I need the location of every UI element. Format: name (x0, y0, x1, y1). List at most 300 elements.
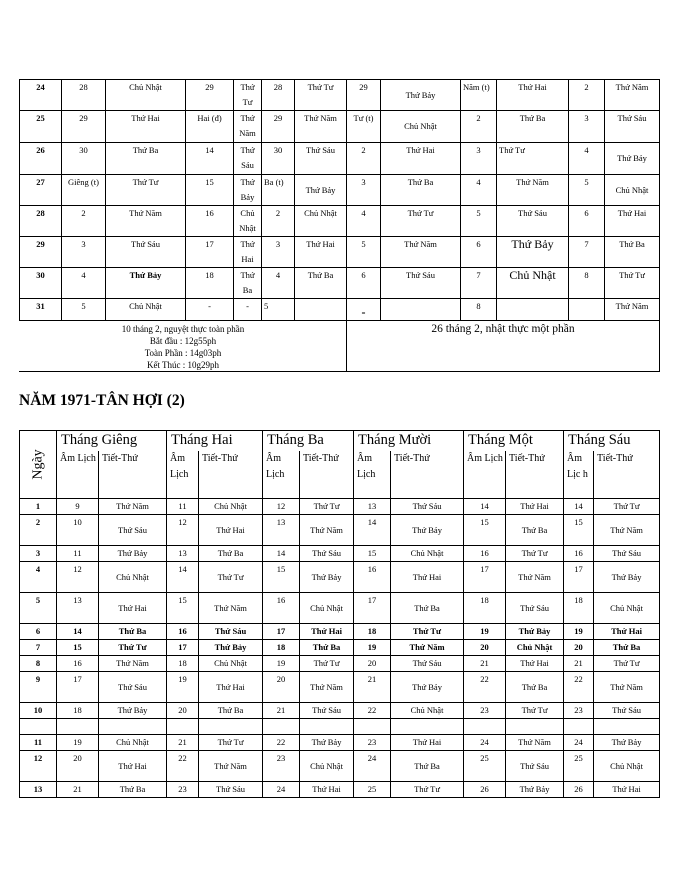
lunar-cell: 8 (569, 268, 605, 299)
weekday-cell: Chủ Nhật (106, 80, 186, 111)
lunar-cell: 2 (262, 206, 295, 237)
table-row (20, 515, 660, 546)
lunar-cell: 21 (354, 672, 391, 703)
month-header: Tháng Sáu (564, 431, 660, 451)
lunar-cell: 24 (464, 735, 506, 751)
lunar-header: Âm Lịch (263, 451, 300, 499)
table-row (20, 703, 660, 719)
table-row (20, 237, 660, 268)
lunar-cell: 12 (57, 562, 99, 593)
table-row (20, 299, 660, 321)
weekday-cell: Thứ Năm (234, 111, 262, 143)
ngay-label: Ngày (30, 448, 46, 480)
weekday-cell: Thứ Năm (391, 640, 464, 656)
weekday-cell: Thứ Bảy (605, 143, 660, 175)
day-cell: 11 (20, 735, 57, 751)
lunar-cell: 5 (62, 299, 106, 321)
lunar-cell: 5 (569, 175, 605, 206)
lunar-cell: 30 (62, 143, 106, 175)
lunar-cell: 24 (564, 735, 594, 751)
weekday-cell: Thứ Tư (497, 143, 569, 175)
lunar-cell: 4 (262, 268, 295, 299)
lunar-cell: 19 (263, 656, 300, 672)
lunar-cell: 15 (57, 640, 99, 656)
weekday-cell: Thứ Hai (391, 735, 464, 751)
weekday-cell: Thứ Tư (300, 499, 354, 515)
weekday-cell: Thứ Sáu (199, 782, 263, 798)
lunar-cell: 2 (347, 143, 381, 175)
weekday-header: Tiết-Thứ (594, 451, 660, 499)
weekday-cell: Thứ Sáu (199, 624, 263, 640)
weekday-cell: Thứ Sáu (106, 237, 186, 268)
lunar-cell (167, 719, 199, 735)
lunar-cell: 20 (167, 703, 199, 719)
lunar-cell: 29 (186, 80, 234, 111)
weekday-cell: Thứ Năm (295, 111, 347, 143)
weekday-cell: Thứ Ba (99, 782, 167, 798)
weekday-cell: Thứ Bảy (594, 562, 660, 593)
weekday-cell: Thứ Bảy (99, 546, 167, 562)
lunar-cell: 22 (263, 735, 300, 751)
weekday-cell: Thứ Năm (199, 593, 263, 624)
weekday-cell: Thứ Hai (300, 624, 354, 640)
lunar-cell: 9 (57, 499, 99, 515)
lunar-cell: 21 (564, 656, 594, 672)
weekday-cell: Thứ Năm (605, 80, 660, 111)
weekday-cell: Thứ Tư (99, 640, 167, 656)
lunar-cell: 8 (461, 299, 497, 321)
lunar-cell: 29 (262, 111, 295, 143)
lunar-cell: 14 (263, 546, 300, 562)
lunar-cell: 25 (464, 751, 506, 782)
weekday-cell: Thứ Bảy (506, 624, 564, 640)
lunar-cell: 7 (569, 237, 605, 268)
weekday-cell: Thứ Sáu (99, 672, 167, 703)
weekday-cell: Chủ Nhật (99, 562, 167, 593)
weekday-cell: Thứ Hai (605, 206, 660, 237)
month-header-row (20, 431, 660, 451)
weekday-cell: Thứ Năm (99, 499, 167, 515)
weekday-cell: Chủ Nhật (391, 546, 464, 562)
weekday-cell: Thứ Hai (497, 80, 569, 111)
lunar-cell (464, 719, 506, 735)
lunar-cell: 14 (354, 515, 391, 546)
day-cell: 1 (20, 499, 57, 515)
lunar-cell: 3 (461, 143, 497, 175)
lunar-cell: 16 (167, 624, 199, 640)
month-header: Tháng Một (464, 431, 564, 451)
weekday-cell: Thứ Tư (506, 546, 564, 562)
lunar-header: Âm Lịch (167, 451, 199, 499)
weekday-cell: Chủ Nhật (99, 735, 167, 751)
day-cell: 28 (20, 206, 62, 237)
lunar-cell: 26 (564, 782, 594, 798)
weekday-cell: Thứ Sáu (99, 515, 167, 546)
lunar-cell: 23 (464, 703, 506, 719)
day-cell: 9 (20, 672, 57, 703)
weekday-cell (295, 299, 347, 321)
lunar-cell: 13 (263, 515, 300, 546)
lunar-cell: Năm (t) (461, 80, 497, 111)
weekday-cell: Thứ Sáu (497, 206, 569, 237)
day-cell: 13 (20, 782, 57, 798)
lunar-cell: 28 (262, 80, 295, 111)
lunar-header: Âm Lịch (57, 451, 99, 499)
weekday-cell: Thứ Tư (199, 562, 263, 593)
lunar-cell: 4 (461, 175, 497, 206)
lunar-cell: 19 (464, 624, 506, 640)
lunar-cell: 13 (354, 499, 391, 515)
lunar-cell: 22 (354, 703, 391, 719)
weekday-cell: Thứ Năm (506, 562, 564, 593)
day-cell: 12 (20, 751, 57, 782)
weekday-cell: Thứ Bảy (295, 175, 347, 206)
weekday-cell: Thứ Năm (106, 206, 186, 237)
table2-body (20, 499, 660, 798)
lunar-cell: 17 (464, 562, 506, 593)
table-row (20, 719, 660, 735)
lunar-cell: 15 (354, 546, 391, 562)
lunar-cell: 21 (464, 656, 506, 672)
note-line: Bắt đầu : 12g55ph (149, 336, 217, 346)
weekday-cell: Thứ Ba (391, 593, 464, 624)
weekday-cell: Thứ Sáu (300, 546, 354, 562)
ngay-header (20, 431, 57, 499)
subheader-row (20, 451, 660, 499)
weekday-cell (99, 719, 167, 735)
weekday-cell: Thứ Bảy (300, 735, 354, 751)
weekday-cell: Thứ Năm (605, 299, 660, 321)
weekday-cell: Thứ Hai (106, 111, 186, 143)
table-row (20, 751, 660, 782)
lunar-cell: 17 (167, 640, 199, 656)
lunar-cell: 16 (464, 546, 506, 562)
table-row (20, 656, 660, 672)
weekday-cell: Chủ Nhật (199, 656, 263, 672)
weekday-cell: Thứ Hai (381, 143, 461, 175)
lunar-cell: 22 (564, 672, 594, 703)
lunar-cell: 4 (62, 268, 106, 299)
lunar-cell: 12 (167, 515, 199, 546)
weekday-cell: Thứ Năm (506, 735, 564, 751)
weekday-cell (506, 719, 564, 735)
weekday-cell (199, 719, 263, 735)
lunar-cell: 28 (62, 80, 106, 111)
table-row (20, 593, 660, 624)
lunar-cell: 22 (464, 672, 506, 703)
lunar-cell: 21 (263, 703, 300, 719)
weekday-cell: Thứ Hai (99, 593, 167, 624)
weekday-cell: Thứ Năm (497, 175, 569, 206)
lunar-cell: 16 (263, 593, 300, 624)
weekday-cell: Thứ Ba (391, 751, 464, 782)
lunar-header: Âm Lịch (464, 451, 506, 499)
lunar-cell: 19 (167, 672, 199, 703)
weekday-cell: Chủ Nhật (300, 593, 354, 624)
weekday-cell: Thứ Hai (295, 237, 347, 268)
weekday-cell: Thứ Tư (391, 782, 464, 798)
table1-body (20, 80, 660, 372)
lunar-cell: 5 (461, 206, 497, 237)
weekday-cell: Thứ Ba (594, 640, 660, 656)
weekday-cell: Thứ Hai (594, 624, 660, 640)
lunar-cell (263, 719, 300, 735)
table-row (20, 80, 660, 111)
weekday-cell: Chủ Nhật (199, 499, 263, 515)
table-row (20, 499, 660, 515)
weekday-cell: Thứ Ba (106, 143, 186, 175)
table-row (20, 268, 660, 299)
calendar-table-1970-continued (19, 79, 660, 372)
lunar-cell: 3 (262, 237, 295, 268)
lunar-cell: 16 (564, 546, 594, 562)
table-row (20, 640, 660, 656)
weekday-cell: Chủ Nhật (295, 206, 347, 237)
table-row (20, 735, 660, 751)
weekday-cell (381, 299, 461, 321)
lunar-cell: 17 (57, 672, 99, 703)
weekday-cell: Chủ Nhật (594, 593, 660, 624)
weekday-cell: Thứ Ba (234, 268, 262, 299)
weekday-cell: - (234, 299, 262, 321)
day-cell: 2 (20, 515, 57, 546)
weekday-cell: Thứ Bảy (199, 640, 263, 656)
weekday-cell: Thứ Hai (234, 237, 262, 268)
lunar-cell: 19 (354, 640, 391, 656)
lunar-cell: 17 (263, 624, 300, 640)
lunar-cell: 29 (347, 80, 381, 111)
lunar-cell: 24 (263, 782, 300, 798)
lunar-cell: 20 (464, 640, 506, 656)
weekday-cell: Thứ Bảy (99, 703, 167, 719)
lunar-cell: 13 (167, 546, 199, 562)
lunar-cell: 4 (569, 143, 605, 175)
lunar-cell: 23 (564, 703, 594, 719)
lunar-cell: 19 (57, 735, 99, 751)
weekday-cell: Thứ Bảy (391, 672, 464, 703)
lunar-cell: 23 (263, 751, 300, 782)
note-line: Toàn Phần : 14g03ph (144, 348, 222, 358)
weekday-cell: Thứ Sáu (506, 593, 564, 624)
weekday-cell: Thứ Tư (391, 624, 464, 640)
lunar-cell: 14 (167, 562, 199, 593)
lunar-header: Âm Lịch (354, 451, 391, 499)
weekday-cell: Thứ Sáu (594, 546, 660, 562)
weekday-cell: Thứ Sáu (594, 703, 660, 719)
lunar-cell: 12 (263, 499, 300, 515)
table-row (20, 782, 660, 798)
weekday-header: Tiết-Thứ (99, 451, 167, 499)
weekday-cell: Thứ Bảy (594, 735, 660, 751)
lunar-cell: 18 (57, 703, 99, 719)
lunar-cell: 18 (186, 268, 234, 299)
weekday-cell: Chủ Nhật (594, 751, 660, 782)
lunar-cell: 22 (167, 751, 199, 782)
day-cell: 4 (20, 562, 57, 593)
lunar-cell (569, 299, 605, 321)
weekday-cell: Thứ Ba (199, 546, 263, 562)
weekday-cell: Thứ Năm (99, 656, 167, 672)
day-cell: 30 (20, 268, 62, 299)
weekday-cell: Thứ Tư (234, 80, 262, 111)
weekday-cell: Thứ Ba (605, 237, 660, 268)
lunar-cell: 11 (57, 546, 99, 562)
weekday-cell: Chủ Nhật (497, 268, 569, 299)
note-line: 26 tháng 2, nhật thực một phần (431, 323, 575, 335)
lunar-cell: 18 (354, 624, 391, 640)
weekday-cell: Thứ Ba (506, 515, 564, 546)
weekday-cell: Thứ Hai (300, 782, 354, 798)
solar-eclipse-note (347, 321, 660, 372)
section-title: NĂM 1971-TÂN HỢI (2) (19, 392, 185, 409)
lunar-cell: 15 (464, 515, 506, 546)
lunar-cell: 6 (347, 268, 381, 299)
lunar-cell: 2 (569, 80, 605, 111)
table-row (20, 143, 660, 175)
lunar-cell: - (186, 299, 234, 321)
day-cell: 5 (20, 593, 57, 624)
weekday-header: Tiết-Thứ (506, 451, 564, 499)
lunar-cell: Tư (t) (347, 111, 381, 143)
day-cell: 31 (20, 299, 62, 321)
lunar-cell: 13 (57, 593, 99, 624)
weekday-header: Tiết-Thứ (300, 451, 354, 499)
table-row (20, 175, 660, 206)
lunar-cell: 7 (461, 268, 497, 299)
lunar-cell: 26 (464, 782, 506, 798)
weekday-cell: Chủ Nhật (300, 751, 354, 782)
lunar-cell (564, 719, 594, 735)
lunar-cell: 16 (354, 562, 391, 593)
weekday-cell: Thứ Năm (594, 515, 660, 546)
lunar-cell: 16 (57, 656, 99, 672)
lunar-cell: 18 (167, 656, 199, 672)
table-row (20, 206, 660, 237)
lunar-cell: 20 (564, 640, 594, 656)
lunar-cell: 18 (263, 640, 300, 656)
lunar-cell: 23 (167, 782, 199, 798)
weekday-cell: Thứ Hai (391, 562, 464, 593)
lunar-cell: 16 (186, 206, 234, 237)
lunar-cell: 23 (354, 735, 391, 751)
weekday-cell: Thứ Sáu (234, 143, 262, 175)
weekday-cell: Thứ Tư (106, 175, 186, 206)
lunar-cell: 25 (354, 782, 391, 798)
lunar-cell: 15 (263, 562, 300, 593)
weekday-cell: Thứ Hai (594, 782, 660, 798)
weekday-cell: Thứ Sáu (506, 751, 564, 782)
weekday-cell: Thứ Tư (594, 499, 660, 515)
lunar-cell: 10 (57, 515, 99, 546)
lunar-cell: Giêng (t) (62, 175, 106, 206)
day-cell: 8 (20, 656, 57, 672)
day-cell: 29 (20, 237, 62, 268)
weekday-cell: Thứ Ba (497, 111, 569, 143)
lunar-cell: 20 (263, 672, 300, 703)
weekday-header: Tiết-Thứ (199, 451, 263, 499)
weekday-cell: Thứ Năm (381, 237, 461, 268)
lunar-cell (354, 719, 391, 735)
lunar-cell: 20 (57, 751, 99, 782)
lunar-cell: 15 (167, 593, 199, 624)
weekday-cell: Thứ Năm (199, 751, 263, 782)
lunar-cell: 21 (57, 782, 99, 798)
lunar-cell: 2 (62, 206, 106, 237)
lunar-cell: 29 (62, 111, 106, 143)
lunar-cell: 18 (564, 593, 594, 624)
lunar-cell: 19 (564, 624, 594, 640)
weekday-cell: Thứ Ba (300, 640, 354, 656)
lunar-cell: 17 (186, 237, 234, 268)
weekday-cell: Thứ Bảy (234, 175, 262, 206)
lunar-cell: 17 (354, 593, 391, 624)
weekday-cell: Chủ Nhật (106, 299, 186, 321)
lunar-cell: 14 (57, 624, 99, 640)
lunar-cell: 11 (167, 499, 199, 515)
weekday-cell: Thứ Tư (199, 735, 263, 751)
lunar-cell: 15 (564, 515, 594, 546)
weekday-cell: Chủ Nhật (605, 175, 660, 206)
day-cell (20, 719, 57, 735)
lunar-cell: 30 (262, 143, 295, 175)
table-row (20, 546, 660, 562)
day-cell: 26 (20, 143, 62, 175)
weekday-cell: Thứ Ba (506, 672, 564, 703)
weekday-cell: Thứ Sáu (300, 703, 354, 719)
day-cell: 7 (20, 640, 57, 656)
weekday-cell: Thứ Năm (300, 672, 354, 703)
table-row (20, 111, 660, 143)
weekday-cell: Thứ Ba (199, 703, 263, 719)
lunar-cell: 6 (461, 237, 497, 268)
calendar-table-1971 (19, 430, 660, 798)
weekday-cell: Thứ Bảy (300, 562, 354, 593)
weekday-cell: Thứ Hai (99, 751, 167, 782)
weekday-cell: Thứ Tư (594, 656, 660, 672)
weekday-cell: Thứ Sáu (295, 143, 347, 175)
weekday-cell: Thứ Tư (300, 656, 354, 672)
weekday-cell: Thứ Bảy (391, 515, 464, 546)
lunar-cell: 24 (354, 751, 391, 782)
weekday-cell: Thứ Năm (594, 672, 660, 703)
lunar-cell: 25 (564, 751, 594, 782)
weekday-cell: Thứ Sáu (381, 268, 461, 299)
lunar-cell: 6 (569, 206, 605, 237)
lunar-cell: 5 (347, 237, 381, 268)
weekday-cell: Chủ Nhật (381, 111, 461, 143)
month-header: Tháng Giêng (57, 431, 167, 451)
day-cell: 6 (20, 624, 57, 640)
weekday-cell: Thứ Năm (300, 515, 354, 546)
weekday-cell: Thứ Ba (381, 175, 461, 206)
lunar-cell: 3 (569, 111, 605, 143)
weekday-cell (300, 719, 354, 735)
weekday-cell: Thứ Bảy (106, 268, 186, 299)
weekday-cell: Chủ Nhật (391, 703, 464, 719)
weekday-cell: Thứ Sáu (391, 499, 464, 515)
month-header: Tháng Mười (354, 431, 464, 451)
weekday-cell: Thứ Bảy (497, 237, 569, 268)
weekday-cell (497, 299, 569, 321)
table-row (20, 562, 660, 593)
lunar-cell: 15 (186, 175, 234, 206)
weekday-cell (594, 719, 660, 735)
lunar-cell: 14 (186, 143, 234, 175)
lunar-cell: 17 (564, 562, 594, 593)
month-header: Tháng Hai (167, 431, 263, 451)
lunar-cell: Hai (đ) (186, 111, 234, 143)
weekday-cell: Thứ Tư (381, 206, 461, 237)
